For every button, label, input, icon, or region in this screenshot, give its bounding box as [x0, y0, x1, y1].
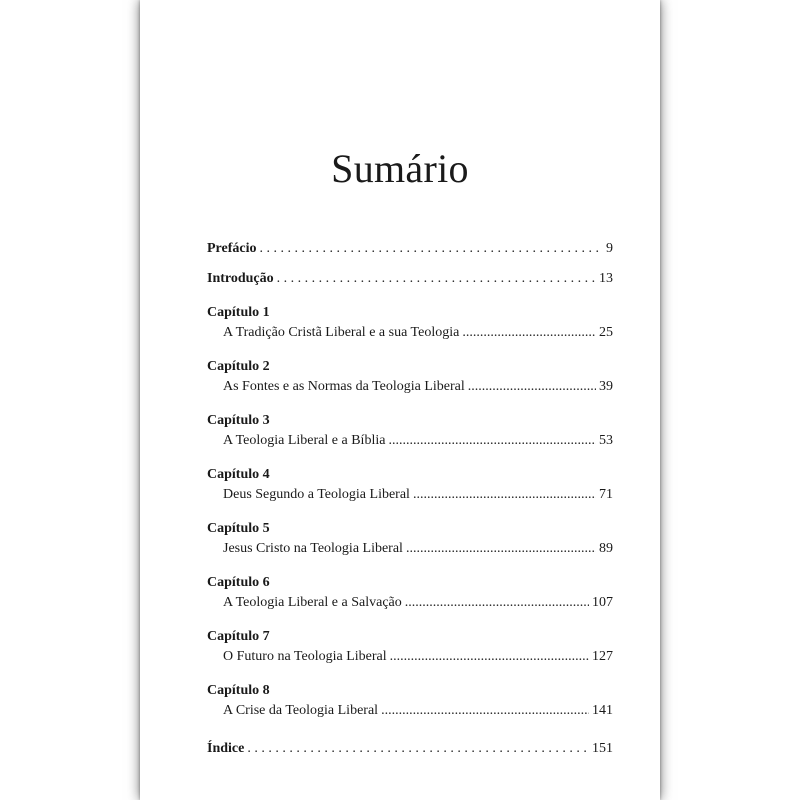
toc-page-number: 53: [599, 433, 613, 448]
chapter-heading: Capítulo 8: [207, 683, 270, 698]
toc-entry-label: Jesus Cristo na Teologia Liberal: [223, 541, 403, 556]
toc-page-number: 127: [592, 649, 613, 664]
dot-leader: [277, 269, 596, 289]
toc-entry-indice: [207, 739, 613, 759]
dot-leader: [468, 377, 596, 397]
dot-leader: [406, 539, 596, 559]
toc-chapter-7: [207, 627, 613, 667]
toc-entry-label: A Crise da Teologia Liberal: [223, 703, 379, 718]
toc-chapter-3: [207, 411, 613, 451]
toc-entry-label: A Teologia Liberal e a Salvação: [223, 595, 402, 610]
chapter-heading: Capítulo 6: [207, 575, 270, 590]
toc-page-number: 141: [592, 703, 613, 718]
toc-entry: [207, 701, 613, 721]
toc-page-number: 71: [599, 487, 613, 502]
toc-page-number: 9: [606, 241, 613, 256]
toc-entry-prefacio: [207, 239, 613, 259]
dot-leader: [247, 739, 589, 759]
toc-entry: [207, 539, 613, 559]
toc-entry-introducao: [207, 269, 613, 289]
toc-entry-label: Prefácio: [207, 241, 257, 256]
chapter-heading: Capítulo 4: [207, 467, 270, 482]
toc-entry-label: O Futuro na Teologia Liberal: [223, 649, 387, 664]
toc-page-number: 39: [599, 379, 613, 394]
toc-entry: [207, 593, 613, 613]
toc-chapter-2: [207, 357, 613, 397]
toc-page-number: 89: [599, 541, 613, 556]
toc-chapter-8: [207, 681, 613, 721]
dot-leader: [381, 701, 589, 721]
toc-entry: [207, 485, 613, 505]
dot-leader: [390, 647, 589, 667]
toc-entry-label: A Tradição Cristã Liberal e a sua Teologia: [223, 325, 460, 340]
toc-entry-label: A Teologia Liberal e a Bíblia: [223, 433, 386, 448]
page-title: Sumário: [331, 145, 469, 191]
dot-leader: [260, 239, 604, 259]
toc-entry: [207, 431, 613, 451]
chapter-heading: Capítulo 7: [207, 629, 270, 644]
dot-leader: [413, 485, 596, 505]
toc-entry-label: As Fontes e as Normas da Teologia Liberal: [223, 379, 465, 394]
toc-entry-label: Índice: [207, 741, 245, 756]
table-of-contents: [207, 239, 613, 759]
toc-entry: [207, 323, 613, 343]
toc-entry-label: Introdução: [207, 271, 274, 286]
toc-page-number: 25: [599, 325, 613, 340]
toc-entry-label: Deus Segundo a Teologia Liberal: [223, 487, 410, 502]
toc-chapter-4: [207, 465, 613, 505]
chapter-heading: Capítulo 5: [207, 521, 270, 536]
dot-leader: [388, 431, 596, 451]
dot-leader: [462, 323, 596, 343]
toc-entry: [207, 647, 613, 667]
toc-chapter-1: [207, 303, 613, 343]
toc-page-number: 151: [592, 741, 613, 756]
dot-leader: [405, 593, 589, 613]
toc-page-number: 13: [599, 271, 613, 286]
chapter-heading: Capítulo 2: [207, 359, 270, 374]
toc-entry: [207, 377, 613, 397]
toc-page-number: 107: [592, 595, 613, 610]
chapter-heading: Capítulo 3: [207, 413, 270, 428]
chapter-heading: Capítulo 1: [207, 305, 270, 320]
toc-chapter-5: [207, 519, 613, 559]
toc-chapter-6: [207, 573, 613, 613]
